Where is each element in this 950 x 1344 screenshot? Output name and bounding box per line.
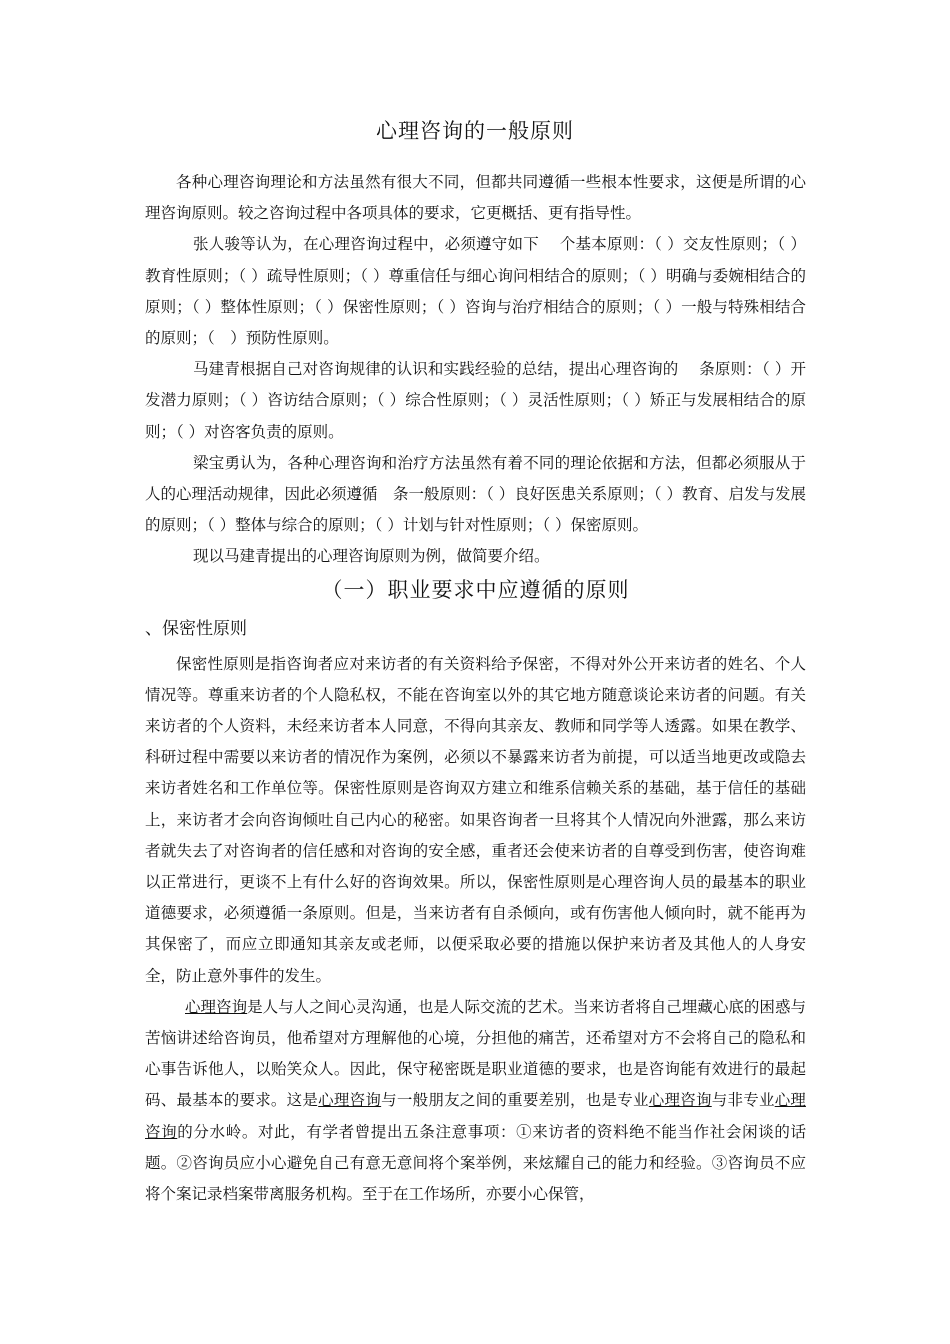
paragraph-zhang: 张人骏等认为，在心理咨询过程中，必须遵守如下 个基本原则：（ ）交友性原则；（ ）教育性原则；（ ）疏导性原则；（ ）尊重信任与细心询问相结合的原则；（ ）明确与委婉相结合的原则；（ ）整体性原则；（ ）保密性原则；（ ）咨询与治疗相结合的原则；（ ）一般与特殊相结合的原则；（ ）预防性原则。 xyxy=(145,235,806,348)
document-body xyxy=(145,167,806,1210)
subsection-heading: 、保密性原则 xyxy=(145,618,247,639)
paragraph-liang: 梁宝勇认为，各种心理咨询和治疗方法虽然有着不同的理论依据和方法，但都必须服从于人的心理活动规律，因此必须遵循 条一般原则：（ ）良好医患关系原则；（ ）教育、启发与发展的原则；（ ）整体与综合的原则；（ ）计划与针对性原则；（ ）保密原则。 xyxy=(145,453,806,535)
link-psych-counseling-4[interactable]: 心理咨询 xyxy=(145,1091,806,1141)
text-segment: 与一般朋友之间的重要差别，也是专业 xyxy=(381,1091,649,1110)
paragraph-confidentiality: 保密性原则是指咨询者应对来访者的有关资料给予保密，不得对外公开来访者的姓名、个人情况等。尊重来访者的个人隐私权，不能在咨询室以外的其它地方随意谈论来访者的问题。有关来访者的个人资料，未经来访者本人同意，不得向其亲友、教师和同学等人透露。如果在教学、科研过程中需要以来访者的情况作为案例，必须以不暴露来访者为前提，可以适当地更改或隐去来访者姓名和工作单位等。保密性原则是咨询双方建立和维系信赖关系的基础，基于信任的基础上，来访者才会向咨询倾吐自己内心的秘密。如果咨询者一旦将其个人情况向外泄露，那么来访者就失去了对咨询者的信任感和对咨询的安全感，重者还会使来访者的自尊受到伤害，使咨询难以正常进行，更谈不上有什么好的咨询效果。所以，保密性原则是心理咨询人员的最基本的职业道德要求，必须遵循一条原则。但是，当来访者有自杀倾向，或有伤害他人倾向时，就不能再为其保密了，而应立即通知其亲友或老师，以便采取必要的措施以保护来访者及其他人的人身安全，防止意外事件的发生。 xyxy=(145,654,806,985)
paragraph-intro: 各种心理咨询理论和方法虽然有很大不同，但都共同遵循一些根本性要求，这便是所谓的心理咨询原则。较之咨询过程中各项具体的要求，它更概括、更有指导性。 xyxy=(145,173,806,223)
text-segment: 是人与人之间心灵沟通，也是人际交流的艺术。当来访者将自己埋藏心底的困惑与苦恼讲述给咨询员，他希望对方理解他的心境，分担他的痛苦，还希望对方不会将自己的隐私和心事告诉他人，以贻笑众人。因此，保守秘密既是职业道德的要求，也是咨询能有效进行的最起码、最基本的要求。这是 xyxy=(145,997,806,1110)
paragraph-ma: 马建青根据自己对咨询规律的认识和实践经验的总结，提出心理咨询的 条原则：（ ）开发潜力原则；（ ）咨访结合原则；（ ）综合性原则；（ ）灵活性原则；（ ）矫正与发展相结合的原则；（ ）对咨客负责的原则。 xyxy=(145,360,806,441)
text-segment: 的分水岭。对此，有学者曾提出五条注意事项：①来访者的资料绝不能当作社会闲谈的话题。②咨询员应小心避免自己有意无意间将个案举例，来炫耀自己的能力和经验。③咨询员不应将个案记录档案带离服务机构。至于在工作场所，亦要小心保管， xyxy=(145,1122,806,1204)
page-title: 心理咨询的一般原则 xyxy=(376,119,574,143)
link-psych-counseling-2[interactable]: 心理咨询 xyxy=(318,1091,382,1110)
paragraph-example: 现以马建青提出的心理咨询原则为例，做简要介绍。 xyxy=(193,547,550,566)
link-psych-counseling-3[interactable]: 心理咨询 xyxy=(648,1091,712,1110)
text-segment: 与非专业 xyxy=(711,1091,775,1110)
paragraph-counseling-art xyxy=(145,992,806,1210)
section-heading: （一）职业要求中应遵循的原则 xyxy=(321,577,630,602)
link-psych-counseling-1[interactable]: 心理咨询 xyxy=(185,997,248,1016)
